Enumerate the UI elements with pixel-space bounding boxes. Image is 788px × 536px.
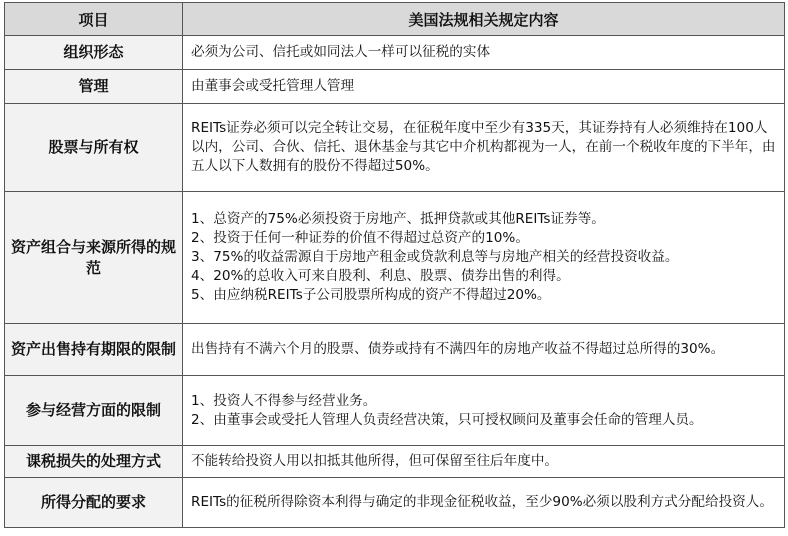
row-label: 课税损失的处理方式 (5, 446, 183, 478)
table-row (5, 36, 785, 70)
row-content (183, 192, 785, 324)
content-line: 出售持有不满六个月的股票、债券或持有不满四年的房地产收益不得超过总所得的30%。 (191, 341, 725, 357)
content-line: 1、投资人不得参与经营业务。 (191, 392, 377, 409)
row-content (183, 70, 785, 104)
row-content (183, 478, 785, 528)
table-row (5, 192, 785, 324)
content-line: 4、20%的总收入可来自股利、利息、股票、债券出售的利得。 (191, 268, 570, 284)
row-label: 管理 (5, 70, 183, 104)
row-label: 参与经营方面的限制 (5, 376, 183, 446)
content-line: REITs证券必须可以完全转让交易，在征税年度中至少有335天，其证券持有人必须维持在100人以内，公司、合伙、信托、退休基金与其它中介机构都视为一人，在前一个税收年度的下半年，由五人以下人数拥有的股份不得超过50%。 (191, 120, 776, 174)
content-line: 不能转给投资人用以扣抵其他所得，但可保留至往后年度中。 (191, 453, 559, 469)
content-line: 5、由应纳税REITs子公司股票所构成的资产不得超过20%。 (191, 287, 551, 303)
table-row (5, 376, 785, 446)
content-line: 2、投资于任何一种证券的价值不得超过总资产的10%。 (191, 230, 529, 246)
header-content: 美国法规相关规定内容 (183, 3, 785, 36)
row-label: 资产组合与来源所得的规范 (5, 192, 183, 324)
row-label: 资产出售持有期限的限制 (5, 324, 183, 376)
content-line: 1、总资产的75%必须投资于房地产、抵押贷款或其他REITs证券等。 (191, 211, 605, 227)
reits-regulation-table (4, 2, 785, 528)
row-content (183, 376, 785, 446)
table-row (5, 324, 785, 376)
table-row (5, 104, 785, 192)
header-item: 项目 (5, 3, 183, 36)
content-line: 必须为公司、信托或如同法人一样可以征税的实体 (191, 44, 491, 60)
content-line: REITs的征税所得除资本利得与确定的非现金征税收益，至少90%必须以股利方式分配给投资人。 (191, 494, 773, 510)
row-content (183, 446, 785, 478)
row-label: 组织形态 (5, 36, 183, 70)
table-row (5, 70, 785, 104)
table-row (5, 446, 785, 478)
table-row (5, 478, 785, 528)
row-content (183, 324, 785, 376)
table-header-row (5, 3, 785, 36)
row-content (183, 36, 785, 70)
row-label: 股票与所有权 (5, 104, 183, 192)
content-line: 2、由董事会或受托人管理人负责经营决策，只可授权顾问及董事会任命的管理人员。 (191, 411, 703, 428)
content-line: 3、75%的收益需源自于房地产租金或贷款利息等与房地产相关的经营投资收益。 (191, 249, 679, 265)
row-label: 所得分配的要求 (5, 478, 183, 528)
content-line: 由董事会或受托管理人管理 (191, 78, 355, 94)
row-content (183, 104, 785, 192)
